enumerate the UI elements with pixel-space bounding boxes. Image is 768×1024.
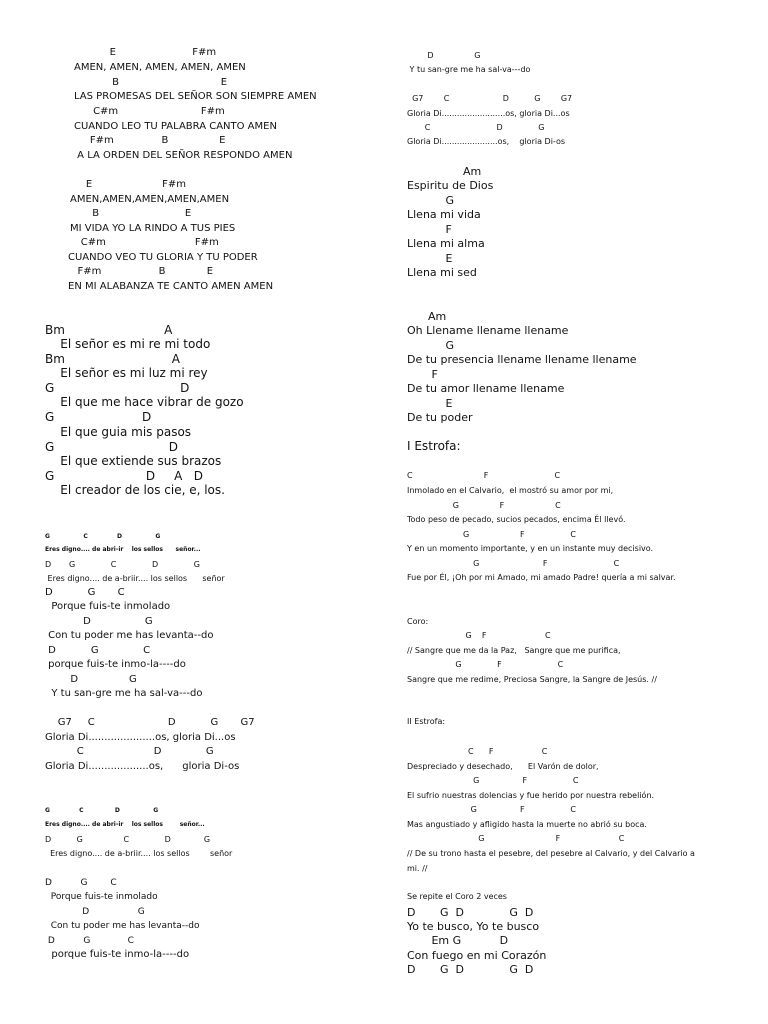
chord-line: C F C bbox=[407, 747, 548, 756]
chord-line: G D A D bbox=[45, 469, 204, 483]
chord-line: E bbox=[407, 397, 453, 410]
lyric-line: Despreciado y desechado, El Varón de dolor, bbox=[407, 762, 599, 771]
lyric-line: Eres digno.... de abri-ir los sellos señor... bbox=[45, 546, 201, 553]
chord-line: C D G bbox=[45, 746, 214, 757]
lyric-line: porque fuis-te inmo-la----do bbox=[45, 659, 186, 670]
chord-line: D G C bbox=[45, 878, 117, 888]
lyric-line: Todo peso de pecado, sucios pecados, encima Él llevó. bbox=[407, 515, 626, 524]
lyric-line: El que me hace vibrar de gozo bbox=[45, 395, 244, 409]
section-title: I Estrofa: bbox=[407, 439, 461, 453]
chord-line: G F C bbox=[407, 660, 564, 669]
lyric-line: Con fuego en mi Corazón bbox=[407, 949, 547, 962]
lyric-line: Llena mi sed bbox=[407, 266, 477, 279]
chord-line: E bbox=[407, 252, 453, 265]
lyric-line: Gloria Di......................os, gloria Di-os bbox=[407, 137, 566, 146]
lyric-line: Eres digno.... de a-briir.... los sellos señor bbox=[45, 574, 225, 583]
lyric-line: El señor es mi re mi todo bbox=[45, 337, 211, 351]
section-title: II Estrofa: bbox=[407, 717, 446, 726]
chord-line: F#m B E bbox=[74, 135, 226, 146]
lyric-line: Y tu san-gre me ha sal-va---do bbox=[407, 65, 531, 74]
chord-line: D G bbox=[45, 907, 145, 917]
chord-line: G C D G bbox=[45, 533, 161, 540]
chord-line: Bm A bbox=[45, 352, 180, 366]
lyric-line: porque fuis-te inmo-la----do bbox=[45, 949, 190, 960]
lyric-line: CUANDO VEO TU GLORIA Y TU PODER bbox=[68, 252, 258, 263]
chord-line: D G bbox=[45, 616, 153, 627]
chord-line: G7 C D G G7 bbox=[407, 94, 573, 103]
lyric-line: AMEN, AMEN, AMEN, AMEN, AMEN bbox=[74, 62, 246, 73]
chord-line: F#m B E bbox=[68, 266, 214, 277]
chord-line: G C D G bbox=[45, 807, 159, 814]
lyric-line: Gloria Di...................os, gloria Di-os bbox=[45, 761, 240, 772]
chord-line: E F#m bbox=[70, 179, 187, 190]
right-column bbox=[400, 0, 768, 1024]
chord-line: E F#m bbox=[62, 47, 217, 58]
chord-line: D G C bbox=[45, 936, 134, 946]
lyric-line: Gloria Di.....................os, gloria Di...os bbox=[45, 732, 236, 743]
lyric-line: El que extiende sus brazos bbox=[45, 454, 222, 468]
lyric-line: Con tu poder me has levanta--do bbox=[45, 630, 214, 641]
lyric-line: El creador de los cie, e, los. bbox=[45, 483, 225, 497]
lyric-line: // De su trono hasta el pesebre, del pesebre al Calvario, y del Calvario a bbox=[407, 849, 695, 858]
chord-line: G F C bbox=[407, 631, 551, 640]
lyric-line: CUANDO LEO TU PALABRA CANTO AMEN bbox=[74, 121, 277, 132]
lyric-line: De tu amor llename llename bbox=[407, 382, 565, 395]
chord-line: F bbox=[407, 368, 438, 381]
chord-line: C#m F#m bbox=[68, 237, 219, 248]
lyric-line: Eres digno.... de a-briir.... los sellos señor bbox=[45, 849, 233, 858]
chord-line: F bbox=[407, 223, 452, 236]
lyric-line: El que guia mis pasos bbox=[45, 425, 192, 439]
lyric-line: Porque fuis-te inmolado bbox=[45, 601, 171, 612]
chord-line: Am bbox=[407, 310, 447, 323]
chord-line: G F C bbox=[407, 559, 620, 568]
chord-line: G D bbox=[45, 381, 190, 395]
lyric-line: AMEN,AMEN,AMEN,AMEN,AMEN bbox=[70, 194, 230, 205]
lyric-line: De tu poder bbox=[407, 411, 473, 424]
lyric-line: Eres digno.... de abri-ir los sellos señor... bbox=[45, 821, 205, 828]
chord-line: C#m F#m bbox=[74, 106, 225, 117]
chord-line: D G D G D bbox=[407, 963, 534, 976]
chord-line: D G C D G bbox=[45, 560, 200, 569]
chord-line: D G D G D bbox=[407, 906, 534, 919]
chord-line: G D bbox=[45, 410, 152, 424]
lyric-line: Yo te busco, Yo te busco bbox=[407, 920, 540, 933]
lyric-line: El señor es mi luz mi rey bbox=[45, 366, 208, 380]
lyric-line: Oh Llename llename llename bbox=[407, 324, 569, 337]
chord-line: Am bbox=[407, 165, 482, 178]
lyric-line: De tu presencia llename llename llename bbox=[407, 353, 637, 366]
chord-line: G F C bbox=[407, 834, 625, 843]
lyric-line: Inmolado en el Calvario, el mostró su amor por mi, bbox=[407, 486, 614, 495]
lyric-line: Porque fuis-te inmolado bbox=[45, 892, 158, 902]
chord-line: D G C bbox=[45, 587, 125, 598]
chord-line: G bbox=[407, 339, 454, 352]
chord-line: Em G D bbox=[407, 934, 509, 947]
chord-line: G F C bbox=[407, 501, 561, 510]
chord-line: D G C bbox=[45, 645, 151, 656]
lyric-line: Y en un momento importante, y en un instante muy decisivo. bbox=[407, 544, 654, 553]
lyric-line: A LA ORDEN DEL SEÑOR RESPONDO AMEN bbox=[74, 150, 293, 161]
lyric-line: Espiritu de Dios bbox=[407, 179, 494, 192]
chord-line: G F C bbox=[407, 530, 576, 539]
chord-line: G F C bbox=[407, 805, 576, 814]
lyric-line: mi. // bbox=[407, 864, 428, 873]
chord-line: B E bbox=[70, 208, 192, 219]
lyric-line: MI VIDA YO LA RINDO A TUS PIES bbox=[70, 223, 236, 234]
chord-line: C D G bbox=[407, 123, 545, 132]
lyric-line: EN MI ALABANZA TE CANTO AMEN AMEN bbox=[68, 281, 274, 292]
chord-line: D G bbox=[407, 51, 481, 60]
lyric-line: Llena mi alma bbox=[407, 237, 485, 250]
chord-line: D G bbox=[45, 674, 137, 685]
chord-line: G F C bbox=[407, 776, 579, 785]
lyric-line: Con tu poder me has levanta--do bbox=[45, 921, 200, 931]
lyric-line: Sangre que me redime, Preciosa Sangre, la Sangre de Jesús. // bbox=[407, 675, 657, 684]
lyric-line: Llena mi vida bbox=[407, 208, 481, 221]
chord-line: D G C D G bbox=[45, 835, 211, 844]
lyric-line: El sufrio nuestras dolencias y fue herido por nuestra rebelión. bbox=[407, 791, 655, 800]
lyric-line: LAS PROMESAS DEL SEÑOR SON SIEMPRE AMEN bbox=[74, 91, 317, 102]
section-title: Coro: bbox=[407, 617, 429, 626]
chord-line: B E bbox=[74, 77, 228, 88]
chord-line: Bm A bbox=[45, 323, 173, 337]
lyric-line: Fue por Él, ¡Oh por mi Amado, mi amado Padre! quería a mi salvar. bbox=[407, 573, 676, 582]
chord-line: C F C bbox=[407, 471, 561, 480]
lyric-line: Gloria Di.........................os, gloria Di...os bbox=[407, 109, 570, 118]
chord-line: G D bbox=[45, 440, 178, 454]
lyric-line: Mas angustiado y afligido hasta la muerte no abrió su boca. bbox=[407, 820, 647, 829]
chord-line: G7 C D G G7 bbox=[45, 717, 255, 728]
chord-line: G bbox=[407, 194, 454, 207]
note-text: Se repite el Coro 2 veces bbox=[407, 892, 507, 901]
lyric-line: Y tu san-gre me ha sal-va---do bbox=[45, 688, 203, 699]
lyric-line: // Sangre que me da la Paz, Sangre que me purifica, bbox=[407, 646, 621, 655]
